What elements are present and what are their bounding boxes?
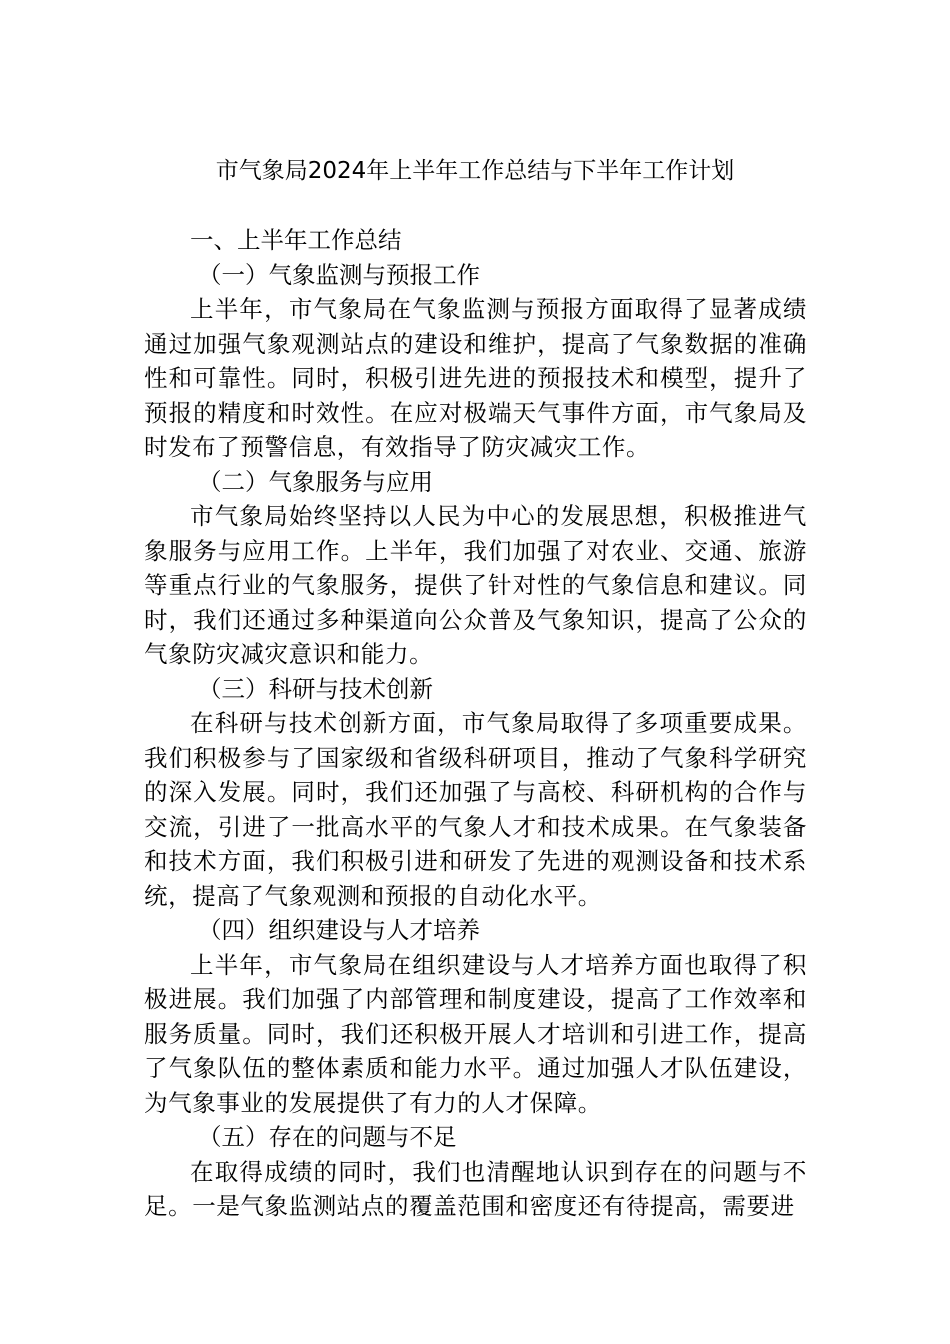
subsection-heading-3: （三）科研与技术创新: [198, 674, 433, 703]
subsection-paragraph-4: 上半年，市气象局在组织建设与人才培养方面也取得了积极进展。我们加强了内部管理和制度建设，提高了工作效率和服务质量。同时，我们还积极开展人才培训和引进工作，提高了气象队伍的整体素质和能力水平。通过加强人才队伍建设，为气象事业的发展提供了有力的人才保障。: [144, 950, 807, 1117]
section-heading: 一、上半年工作总结: [190, 226, 402, 254]
subsection-heading-4: （四）组织建设与人才培养: [198, 916, 480, 944]
subsection-paragraph-5: 在取得成绩的同时，我们也清醒地认识到存在的问题与不足。一是气象监测站点的覆盖范围和密度还有待提高，需要进: [144, 1157, 807, 1220]
document-title: 市气象局2024年上半年工作总结与下半年工作计划: [215, 158, 735, 184]
subsection-heading-5: （五）存在的问题与不足: [198, 1123, 457, 1151]
document-body: [144, 223, 807, 1224]
subsection-paragraph-3: 在科研与技术创新方面，市气象局取得了多项重要成果。我们积极参与了国家级和省级科研项目，推动了气象科学研究的深入发展。同时，我们还加强了与高校、科研机构的合作与交流，引进了一批高水平的气象人才和技术成果。在气象装备和技术方面，我们积极引进和研发了先进的观测设备和技术系统，提高了气象观测和预报的自动化水平。: [144, 709, 807, 910]
subsection-paragraph-2: 市气象局始终坚持以人民为中心的发展思想，积极推进气象服务与应用工作。上半年，我们加强了对农业、交通、旅游等重点行业的气象服务，提供了针对性的气象信息和建议。同时，我们还通过多种渠道向公众普及气象知识，提高了公众的气象防灾减灾意识和能力。: [144, 502, 807, 668]
subsection-paragraph-1: 上半年，市气象局在气象监测与预报方面取得了显著成绩通过加强气象观测站点的建设和维护，提高了气象数据的准确性和可靠性。同时，积极引进先进的预报技术和模型，提升了预报的精度和时效性。在应对极端天气事件方面，市气象局及时发布了预警信息，有效指导了防灾减灾工作。: [144, 295, 807, 461]
subsection-heading-1: （一）气象监测与预报工作: [198, 260, 480, 289]
subsection-heading-2: （二）气象服务与应用: [198, 467, 433, 496]
